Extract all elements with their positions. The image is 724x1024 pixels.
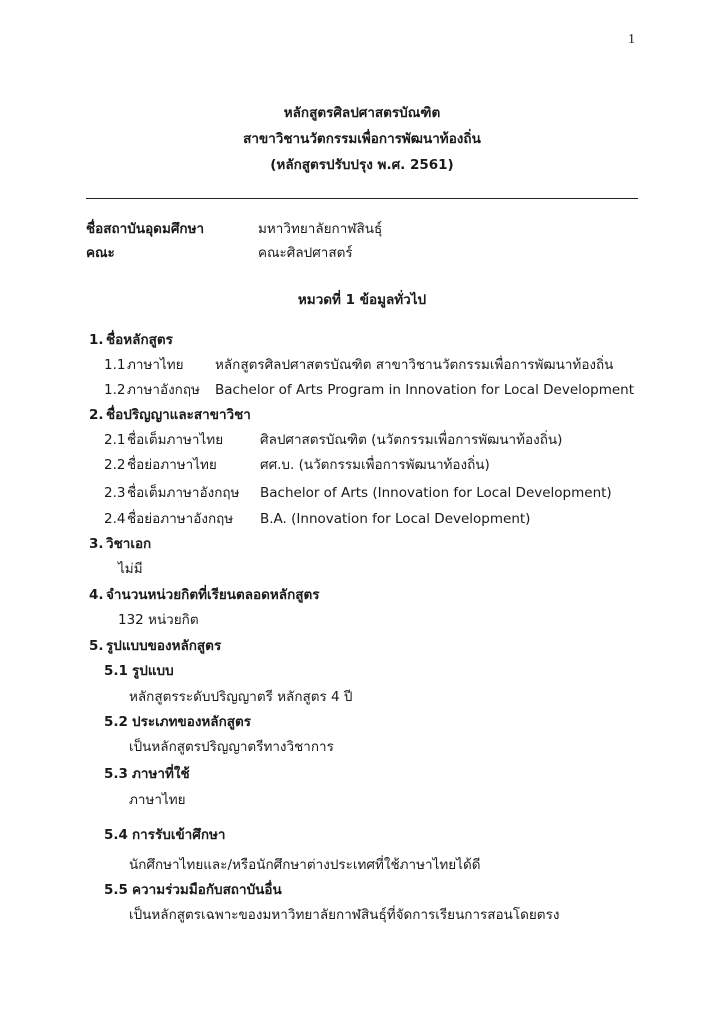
item-number: 2.2 [104,457,126,473]
section-5-heading [89,637,221,655]
section-1-heading [89,331,173,349]
section-4-heading [89,586,320,604]
section-number: 3. [89,536,104,552]
title-line-3: (หลักสูตรปรับปรุง พ.ศ. 2561) [270,157,454,173]
subsection-title: การรับเข้าศึกษา [132,827,226,843]
item-label: ภาษาอังกฤษ [127,382,200,398]
section-3-heading [89,535,151,553]
item-1-2-value: Bachelor of Arts Program in Innovation for Local Development [215,382,635,398]
section-3-value: ไม่มี [118,561,143,577]
section-title: จำนวนหน่วยกิตที่เรียนตลอดหลักสูตร [106,587,320,603]
section-title: ชื่อหลักสูตร [106,332,173,348]
subsection-5-3-heading [104,765,190,783]
section-number: 4. [89,587,104,603]
section-2-heading [89,406,251,424]
item-1-1-value: หลักสูตรศิลปศาสตรบัณฑิต สาขาวิชานวัตกรรมเพื่อการพัฒนาท้องถิ่น [215,357,614,373]
institution-value: มหาวิทยาลัยกาฬสินธุ์ [258,221,383,237]
item-2-2 [104,456,217,474]
section-number: 2. [89,407,104,423]
section-4-value: 132 หน่วยกิต [118,612,199,628]
item-label: ชื่อย่อภาษาไทย [127,457,217,473]
item-number: 1.2 [104,382,126,398]
item-2-3-value: Bachelor of Arts (Innovation for Local Development) [260,485,612,501]
subsection-number: 5.5 [104,882,128,898]
subsection-title: ประเภทของหลักสูตร [132,714,252,730]
page-number: 1 [628,32,635,47]
item-number: 2.4 [104,511,126,527]
subsection-number: 5.1 [104,663,128,679]
subsection-5-1-value: หลักสูตรระดับปริญญาตรี หลักสูตร 4 ปี [129,689,353,705]
item-label: ชื่อเต็มภาษาอังกฤษ [127,485,240,501]
subsection-title: รูปแบบ [132,663,174,679]
section-number: 1. [89,332,104,348]
section-title: วิชาเอก [106,536,152,552]
item-2-1-value: ศิลปศาสตรบัณฑิต (นวัตกรรมเพื่อการพัฒนาท้องถิ่น) [260,432,563,448]
subsection-5-2-heading [104,713,251,731]
title-line-1: หลักสูตรศิลปศาสตรบัณฑิต [283,105,441,121]
faculty-label: คณะ [86,245,115,261]
subsection-title: ภาษาที่ใช้ [132,766,190,782]
subsection-title: ความร่วมมือกับสถาบันอื่น [132,882,282,898]
item-2-4 [104,510,233,528]
horizontal-divider [86,198,638,199]
item-2-1 [104,431,223,449]
subsection-number: 5.2 [104,714,128,730]
item-1-1 [104,356,184,374]
institution-label: ชื่อสถาบันอุดมศึกษา [86,221,205,237]
section-title: รูปแบบของหลักสูตร [106,638,222,654]
chapter-heading: หมวดที่ 1 ข้อมูลทั่วไป [297,292,427,308]
subsection-number: 5.4 [104,827,128,843]
title-line-2: สาขาวิชานวัตกรรมเพื่อการพัฒนาท้องถิ่น [243,131,481,147]
item-label: ภาษาไทย [127,357,184,373]
subsection-number: 5.3 [104,766,128,782]
item-2-3 [104,484,239,502]
section-title: ชื่อปริญญาและสาขาวิชา [106,407,251,423]
item-number: 2.3 [104,485,126,501]
item-number: 1.1 [104,357,126,373]
subsection-5-5-value: เป็นหลักสูตรเฉพาะของมหาวิทยาลัยกาฬสินธุ์ที่จัดการเรียนการสอนโดยตรง [129,907,560,923]
subsection-5-2-value: เป็นหลักสูตรปริญญาตรีทางวิชาการ [129,739,334,755]
item-1-2 [104,381,200,399]
subsection-5-5-heading [104,881,282,899]
subsection-5-4-heading [104,826,225,844]
item-2-4-value: B.A. (Innovation for Local Development) [260,511,531,527]
subsection-5-3-value: ภาษาไทย [129,792,186,808]
item-number: 2.1 [104,432,126,448]
section-number: 5. [89,638,104,654]
item-2-2-value: ศศ.บ. (นวัตกรรมเพื่อการพัฒนาท้องถิ่น) [260,457,490,473]
item-label: ชื่อเต็มภาษาไทย [127,432,224,448]
faculty-value: คณะศิลปศาสตร์ [258,245,353,261]
subsection-5-4-value: นักศึกษาไทยและ/หรือนักศึกษาต่างประเทศที่ใช้ภาษาไทยได้ดี [129,857,481,873]
subsection-5-1-heading [104,662,174,680]
item-label: ชื่อย่อภาษาอังกฤษ [127,511,234,527]
